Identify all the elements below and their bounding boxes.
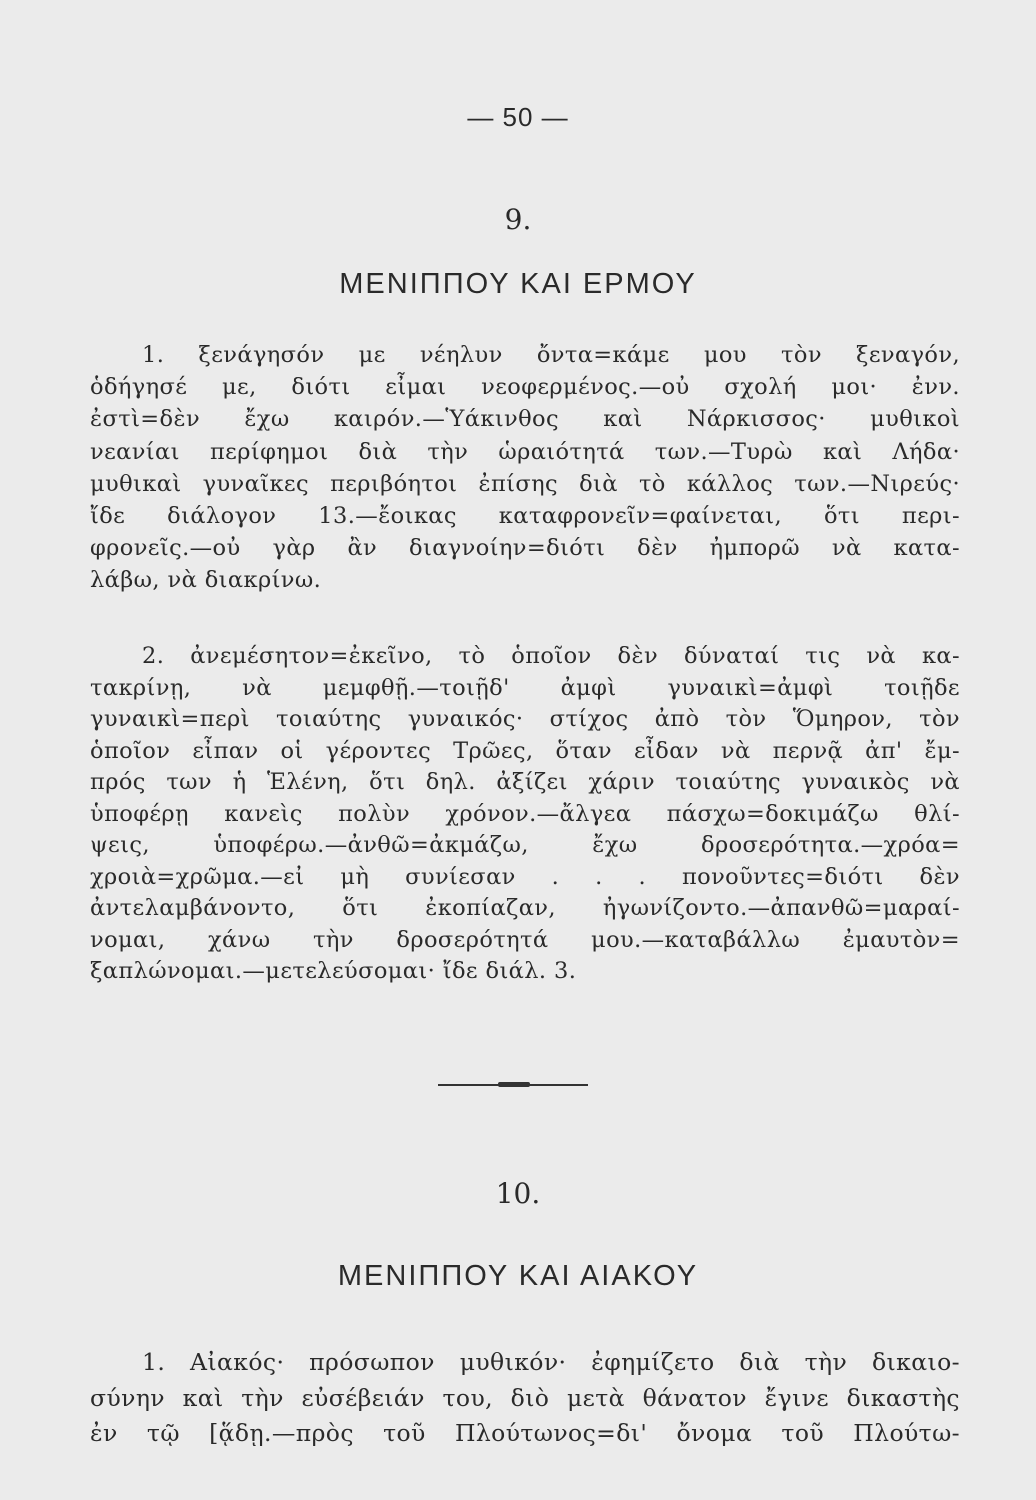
text-line: πρός των ἡ Ἑλένη, ὅτι δηλ. ἀξίζει χάριν τοιαύτης γυναικὸς νὰ bbox=[90, 769, 960, 795]
text-line: λάβω, νὰ διακρίνω. bbox=[90, 567, 322, 594]
text-line: γυναικὶ=περὶ τοιαύτης γυναικός· στίχος ἀπὸ τὸν Ὅμηρον, τὸν bbox=[90, 706, 960, 732]
page-number: — 50 — bbox=[467, 102, 569, 132]
text-line: ξαπλώνομαι.—μετελεύσομαι· ἴδε διάλ. 3. bbox=[90, 958, 577, 984]
text-line: 1. Αἰακός· πρόσωπον μυθικόν· ἐφημίζετο διὰ τὴν δικαιο- bbox=[142, 1348, 960, 1376]
text-line: μυθικαὶ γυναῖκες περιβόητοι ἐπίσης διὰ τὸ κάλλος των.—Νιρεύς· bbox=[90, 470, 960, 497]
text-line: ἐν τῷ [ᾅδῃ.—πρὸς τοῦ Πλούτωνος=δι' ὄνομα τοῦ Πλούτω- bbox=[90, 1419, 960, 1447]
text-line: ὁδήγησέ με, διότι εἶμαι νεοφερμένος.—οὐ σχολή μοι· ἐνν. bbox=[90, 374, 960, 401]
text-line: χροιὰ=χρῶμα.—εἰ μὴ συνίεσαν . . . πονοῦντες=διότι δὲν bbox=[90, 863, 960, 890]
text-line: σύνην καὶ τὴν εὐσέβειάν του, διὸ μετὰ θάνατον ἔγινε δικαστὴς bbox=[90, 1383, 960, 1412]
text-line: ἐστὶ=δὲν ἔχω καιρόν.—Ὑάκινθος καὶ Νάρκισσος· μυθικοὶ bbox=[90, 406, 960, 433]
text-line: ὑποφέρῃ κανεὶς πολὺν χρόνον.—ἄλγεα πάσχω=δοκιμάζω θλί- bbox=[90, 800, 960, 827]
text-line: νεανίαι περίφημοι διὰ τὴν ὡραιότητά των.—Τυρὼ καὶ Λήδα· bbox=[90, 438, 960, 465]
paragraph bbox=[90, 641, 960, 988]
text-line: 1. ξενάγησόν με νέηλυν ὄντα=κάμε μου τὸν ξεναγόν, bbox=[142, 342, 960, 368]
text-line: ἴδε διάλογον 13.—ἔοικας καταφρονεῖν=φαίνεται, ὅτι περι- bbox=[90, 502, 960, 529]
section-number: 9. bbox=[504, 203, 532, 236]
section-title: ΜΕΝΙΠΠΟΥ ΚΑΙ ΑΙΑΚΟΥ bbox=[337, 1260, 699, 1292]
section-title: ΜΕΝΙΠΠΟΥ ΚΑΙ ΕΡΜΟΥ bbox=[339, 268, 697, 300]
section-number: 10. bbox=[495, 1177, 541, 1210]
text-line: ψεις, ὑποφέρω.—ἀνθῶ=ἀκμάζω, ἔχω δροσερότητα.—χρόα= bbox=[90, 832, 960, 858]
paragraph bbox=[90, 1345, 960, 1452]
text-line: φρονεῖς.—οὐ γὰρ ἂν διαγνοίην=διότι δὲν ἠμπορῶ νὰ κατα- bbox=[90, 535, 960, 562]
paragraph bbox=[90, 339, 960, 597]
text-line: τακρίνῃ, νὰ μεμφθῇ.—τοιῇδ' ἀμφὶ γυναικὶ=ἀμφὶ τοιῇδε bbox=[90, 674, 960, 701]
separator-mark bbox=[498, 1082, 530, 1087]
text-line: 2. ἀνεμέσητον=ἐκεῖνο, τὸ ὁποῖον δὲν δύναταί τις νὰ κα- bbox=[142, 643, 960, 669]
text-line: ἀντελαμβάνοντο, ὅτι ἐκοπίαζαν, ἠγωνίζοντο.—ἀπανθῶ=μαραί- bbox=[90, 895, 960, 921]
text-line: ὁποῖον εἶπαν οἱ γέροντες Τρῶες, ὅταν εἶδαν νὰ περνᾷ ἀπ' ἔμ- bbox=[90, 737, 960, 764]
section-separator bbox=[438, 1081, 588, 1089]
text-line: νομαι, χάνω τὴν δροσερότητά μου.—καταβάλλω ἐμαυτὸν= bbox=[90, 926, 960, 953]
